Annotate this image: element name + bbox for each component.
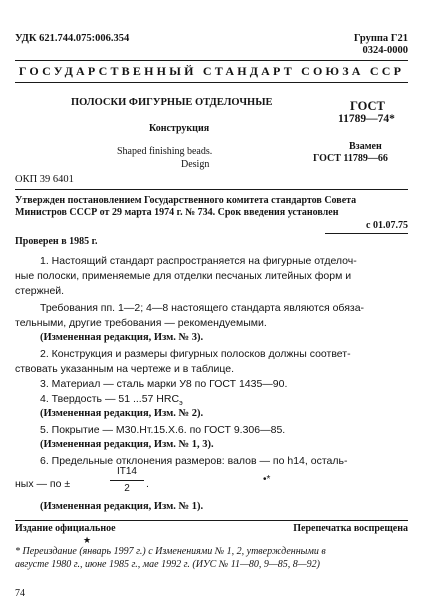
okp-rule xyxy=(15,189,408,190)
amendment-note-2: (Измененная редакция, Изм. № 2). xyxy=(40,408,204,419)
reissue-note-line2: августе 1980 г., июне 1985 г., мае 1992 г. (ИУС № 11—80, 9—85, 8—92) xyxy=(15,559,320,570)
effective-date: с 01.07.75 xyxy=(366,220,408,231)
udk-code: УДК 621.744.075:006.354 xyxy=(15,33,130,44)
amendment-note-4: (Измененная редакция, Изм. № 1). xyxy=(40,501,204,512)
hardness-text: 4. Твердость — 51 ...57 HRC xyxy=(40,393,180,405)
fraction-numerator: IT14 xyxy=(116,466,137,477)
gost-number: 11789—74* xyxy=(338,113,395,125)
reissue-note-line1: * Переиздание (январь 1997 г.) с Изменениями № 1, 2, утвержденными в xyxy=(15,546,326,557)
replaces-label: Взамен xyxy=(349,141,382,152)
paragraph-material: 3. Материал — сталь марки У8 по ГОСТ 1435—90. xyxy=(40,378,288,390)
date-rule xyxy=(325,233,408,234)
approval-line1: Утвержден постановлением Государственного комитета стандартов Совета xyxy=(15,195,357,206)
paragraph-hardness xyxy=(40,393,183,407)
approval-line2: Министров СССР от 29 марта 1974 г. № 734. Срок введения установлен xyxy=(15,207,339,218)
english-title-line1: Shaped finishing beads. xyxy=(117,146,213,157)
replaces-number: ГОСТ 11789—66 xyxy=(313,153,388,164)
english-title-line2: Design xyxy=(181,159,210,170)
heading-rule xyxy=(15,82,408,83)
paragraph-3-line2: ствовать указанным на чертеже и в таблице. xyxy=(15,363,235,375)
fraction-bar xyxy=(110,480,144,481)
top-rule xyxy=(15,60,408,61)
hardness-subscript: э xyxy=(179,400,183,407)
fraction-denominator: 2 xyxy=(124,483,130,494)
paragraph-1-line3: стержней. xyxy=(15,285,65,297)
footer-rule xyxy=(15,520,408,521)
checked-year: Проверен в 1985 г. xyxy=(15,236,98,247)
official-edition: Издание официальное xyxy=(15,523,116,534)
document-title: ПОЛОСКИ ФИГУРНЫЕ ОТДЕЛОЧНЫЕ xyxy=(71,97,273,108)
gost-label: ГОСТ xyxy=(350,99,385,113)
paragraph-3-line1: 2. Конструкция и размеры фигурных полосков должны соответ- xyxy=(40,348,351,360)
stray-mark: •* xyxy=(263,474,271,485)
okp-code: ОКП 39 6401 xyxy=(15,174,74,185)
amendment-note-3: (Измененная редакция, Изм. № 1, 3). xyxy=(40,439,214,450)
group-code: Группа Г21 xyxy=(353,33,408,44)
tolerance-period: . xyxy=(146,478,149,490)
paragraph-tolerances-line2: ных — по ± xyxy=(15,478,71,490)
paragraph-tolerances-line1: 6. Предельные отклонения размеров: валов — по h14, осталь- xyxy=(40,455,348,467)
amendment-note-1: (Измененная редакция, Изм. № 3). xyxy=(40,332,204,343)
reprint-notice: Перепечатка воспрещена xyxy=(293,523,408,534)
paragraph-1-line1: 1. Настоящий стандарт распространяется на фигурные отделоч- xyxy=(40,255,357,267)
paragraph-2-line2: тельными, другие требования — рекомендуемыми. xyxy=(15,317,267,329)
paragraph-2-line1: Требования пп. 1—2; 4—8 настоящего стандарта являются обяза- xyxy=(40,302,365,314)
star-icon: ★ xyxy=(83,535,92,545)
state-standard-heading: ГОСУДАРСТВЕННЫЙ СТАНДАРТ СОЮЗА ССР xyxy=(18,64,405,78)
paragraph-1-line2: ные полоски, применяемые для отделки песчаных литейных форм и xyxy=(15,270,352,282)
classifier-code: 0324-0000 xyxy=(362,45,408,56)
document-subtitle: Конструкция xyxy=(149,123,210,134)
paragraph-coating: 5. Покрытие — М30.Нт.15.Х.6. по ГОСТ 9.306—85. xyxy=(40,424,286,436)
page-number: 74 xyxy=(15,588,25,599)
